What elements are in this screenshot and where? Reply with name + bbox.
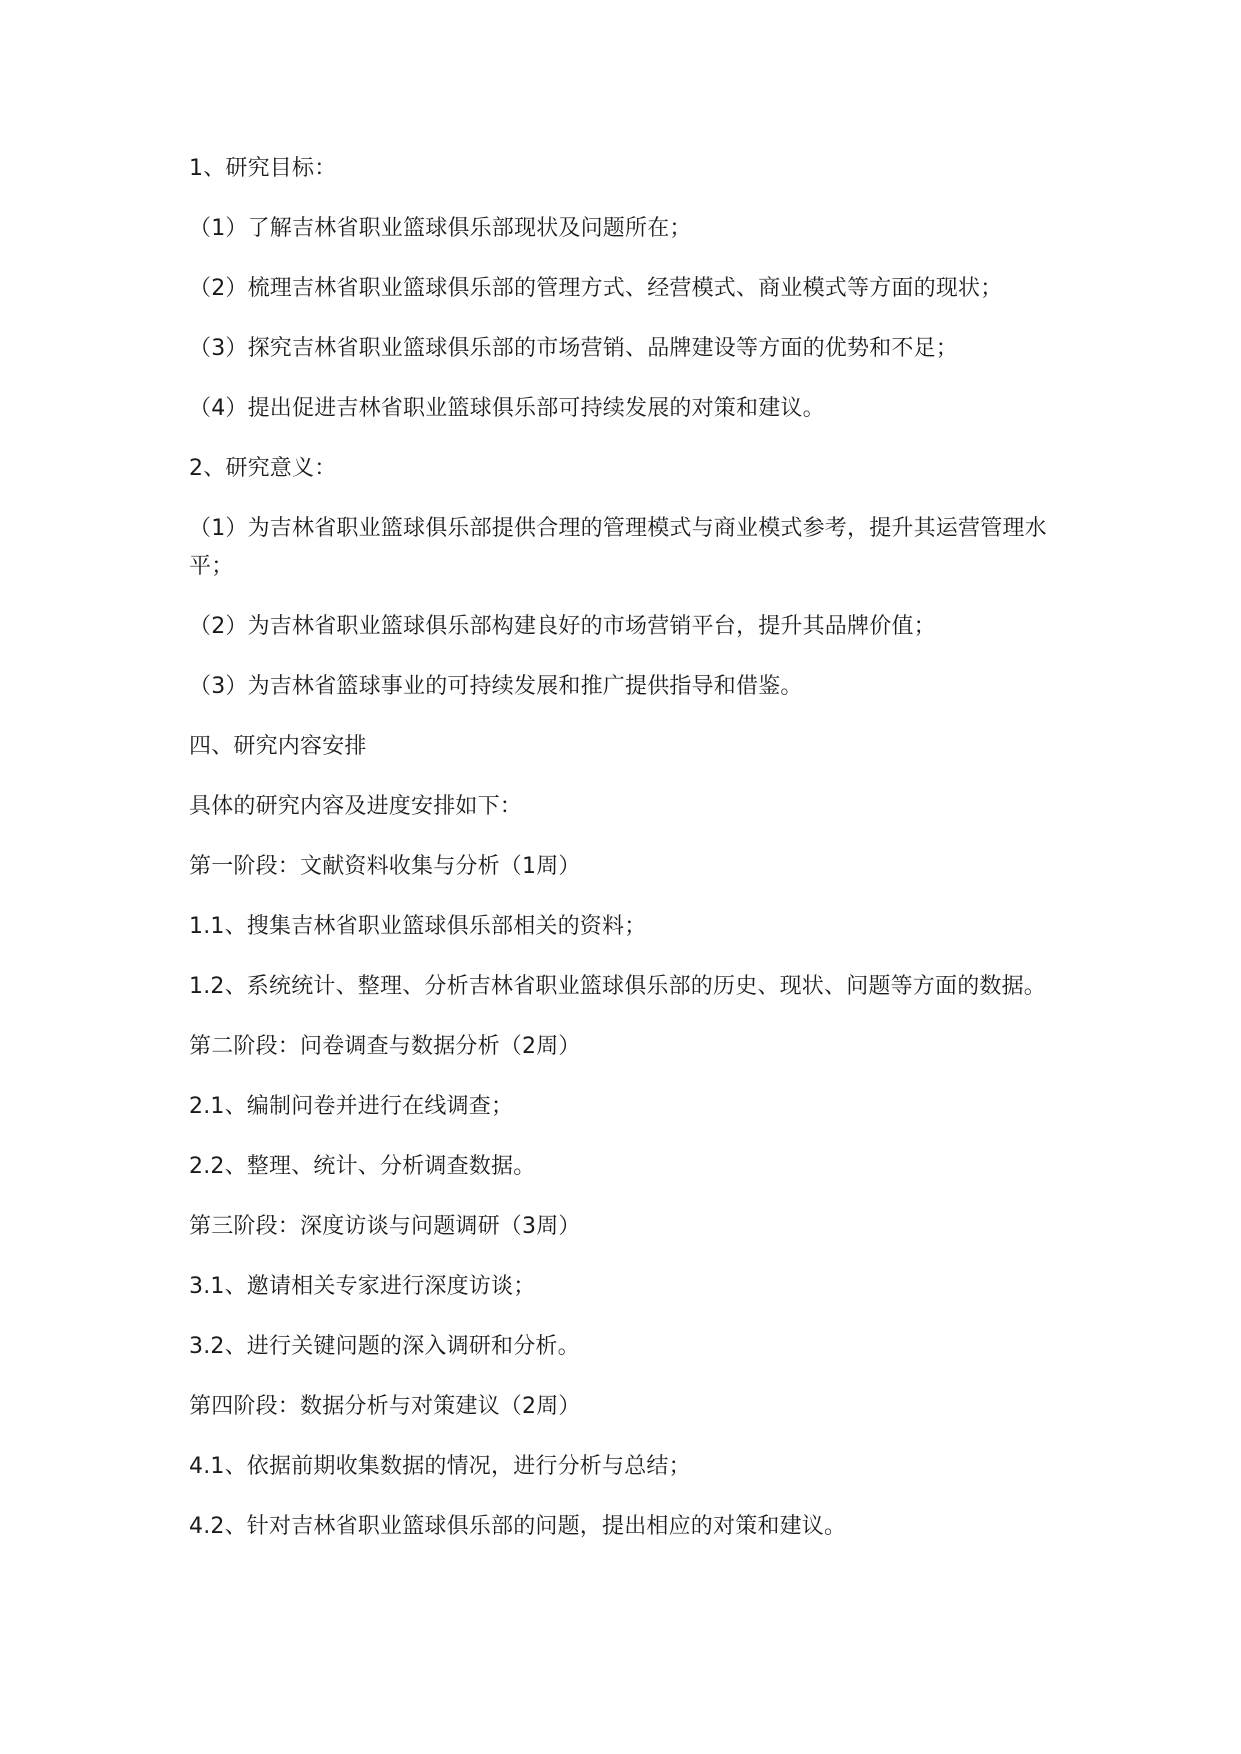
phase-2-step-1: 2.1、编制问卷并进行在线调查； — [189, 1094, 514, 1119]
phase-4-heading: 第四阶段：数据分析与对策建议（2周） — [189, 1394, 581, 1419]
arrangement-intro: 具体的研究内容及进度安排如下： — [189, 794, 523, 819]
significance-item-2: （2）为吉林省职业篮球俱乐部构建良好的市场营销平台，提升其品牌价值； — [189, 614, 936, 639]
phase-4-step-1: 4.1、依据前期收集数据的情况，进行分析与总结； — [189, 1454, 691, 1479]
phase-4-step-2: 4.2、针对吉林省职业篮球俱乐部的问题，提出相应的对策和建议。 — [189, 1514, 847, 1539]
goal-item-3: （3）探究吉林省职业篮球俱乐部的市场营销、品牌建设等方面的优势和不足； — [189, 336, 958, 361]
phase-3-step-1: 3.1、邀请相关专家进行深度访谈； — [189, 1274, 536, 1299]
phase-2-step-2: 2.2、整理、统计、分析调查数据。 — [189, 1154, 536, 1179]
goal-item-2: （2）梳理吉林省职业篮球俱乐部的管理方式、经营模式、商业模式等方面的现状； — [189, 276, 1003, 301]
phase-1-step-1: 1.1、搜集吉林省职业篮球俱乐部相关的资料； — [189, 914, 647, 939]
significance-item-3: （3）为吉林省篮球事业的可持续发展和推广提供指导和借鉴。 — [189, 674, 803, 699]
significance-item-1: （1）为吉林省职业篮球俱乐部提供合理的管理模式与商业模式参考，提升其运营管理水平； — [189, 516, 1047, 579]
section-heading-research-goals: 1、研究目标： — [189, 156, 337, 181]
section-heading-research-significance: 2、研究意义： — [189, 456, 337, 481]
section-heading-content-arrangement: 四、研究内容安排 — [189, 734, 367, 759]
document-body — [189, 150, 1069, 1546]
phase-3-step-2: 3.2、进行关键问题的深入调研和分析。 — [189, 1334, 580, 1359]
goal-item-4: （4）提出促进吉林省职业篮球俱乐部可持续发展的对策和建议。 — [189, 396, 825, 421]
goal-item-1: （1）了解吉林省职业篮球俱乐部现状及问题所在； — [189, 216, 692, 241]
phase-1-heading: 第一阶段：文献资料收集与分析（1周） — [189, 854, 581, 879]
phase-1-step-2: 1.2、系统统计、整理、分析吉林省职业篮球俱乐部的历史、现状、问题等方面的数据。 — [189, 974, 1046, 999]
phase-2-heading: 第二阶段：问卷调查与数据分析（2周） — [189, 1034, 581, 1059]
phase-3-heading: 第三阶段：深度访谈与问题调研（3周） — [189, 1214, 581, 1239]
